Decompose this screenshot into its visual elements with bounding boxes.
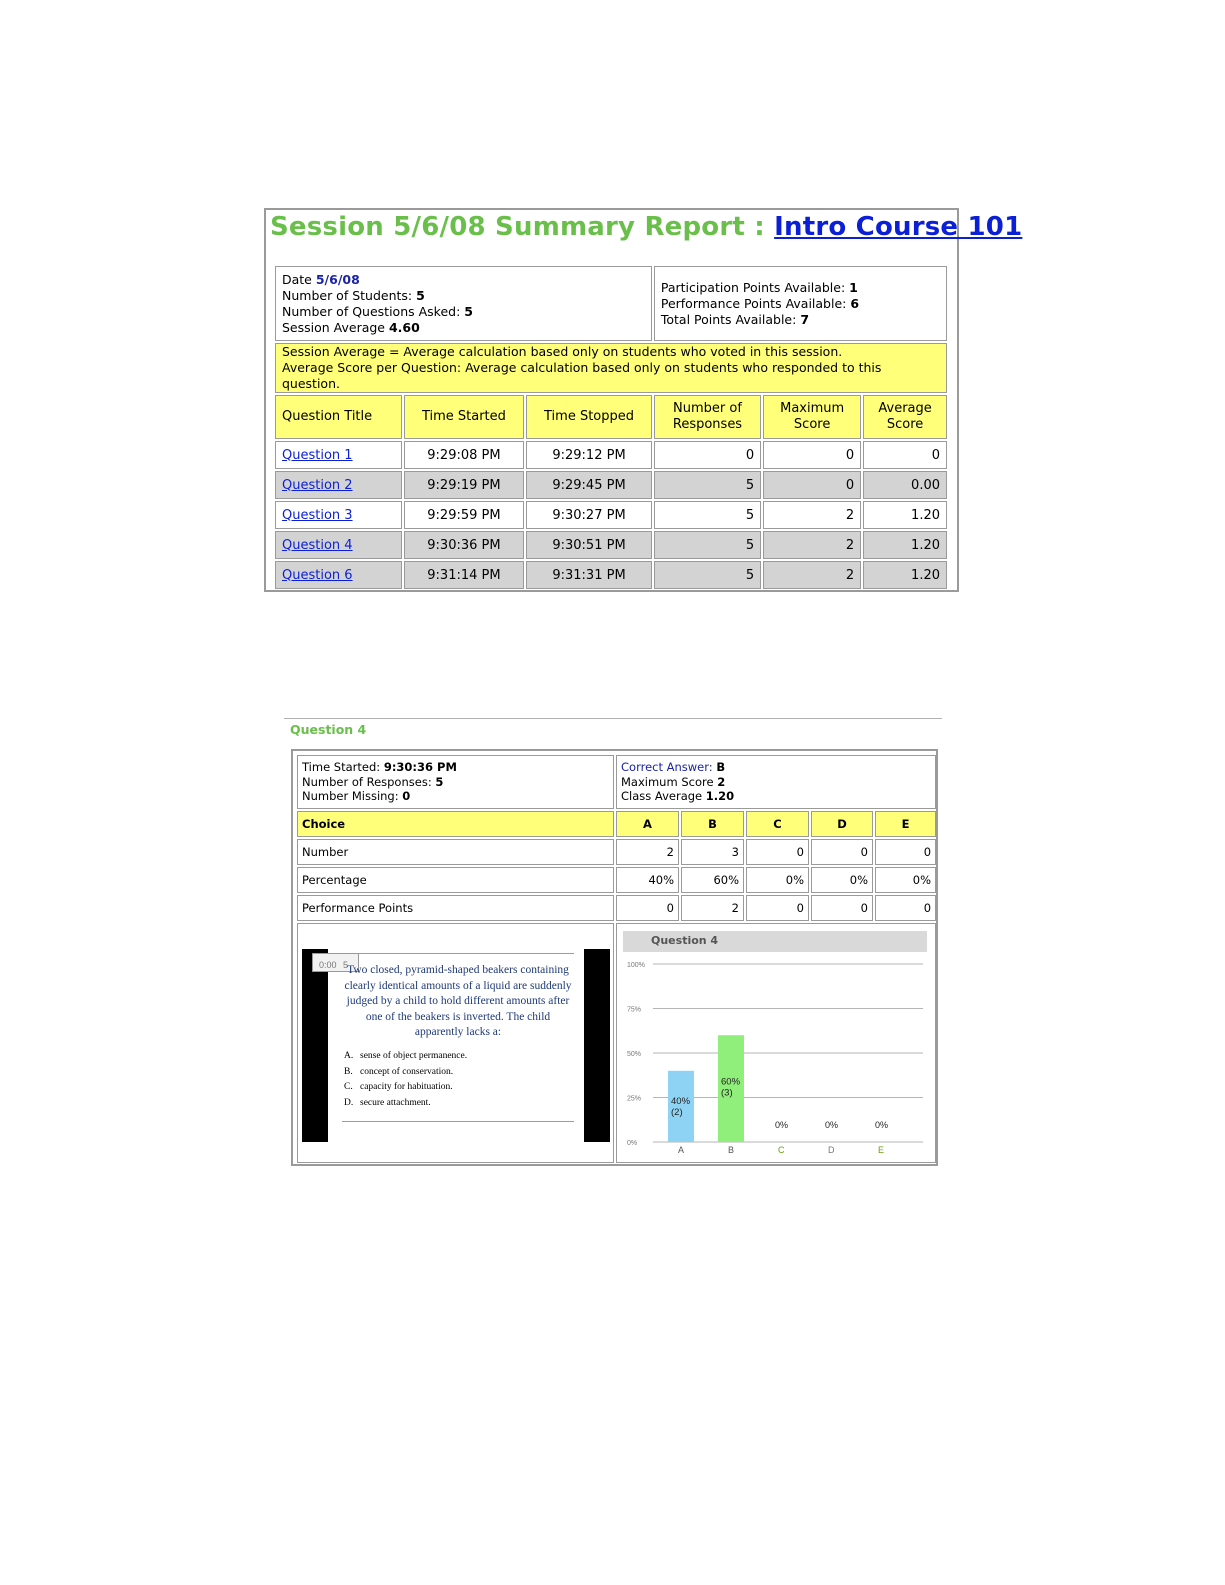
y-tick-label: 75% <box>627 1006 642 1014</box>
question-slide-image <box>302 949 610 1142</box>
percentage-cell: 40% <box>616 867 679 893</box>
performance-value: 6 <box>850 295 860 311</box>
time-started-cell: 9:29:08 PM <box>404 441 525 469</box>
choice-e-header: E <box>875 811 936 837</box>
slide-option <box>344 1065 574 1081</box>
number-row <box>297 839 936 865</box>
option-letter: C. <box>344 1082 353 1092</box>
slide-option <box>344 1080 574 1096</box>
question-title-cell <box>275 441 402 469</box>
points-cell: 0 <box>746 895 809 921</box>
points-cell: 2 <box>681 895 744 921</box>
bar-value-label: 60% <box>721 1076 741 1088</box>
students-value: 5 <box>416 287 425 303</box>
session-info <box>275 266 652 341</box>
correct-answer-value: B <box>716 760 726 775</box>
max-score-cell: 0 <box>763 441 861 469</box>
points-row <box>297 895 936 921</box>
choice-d-header: D <box>811 811 873 837</box>
responses-cell: 5 <box>654 531 761 559</box>
x-tick-label: B <box>728 1145 735 1155</box>
summary-report-panel <box>264 208 1023 592</box>
bar-count-label: (3) <box>721 1087 733 1099</box>
question-link[interactable]: Question 6 <box>282 567 353 583</box>
max-score-cell: 2 <box>763 531 861 559</box>
questions-value: 5 <box>464 303 473 319</box>
avg-score-cell: 1.20 <box>863 561 947 589</box>
header-time-stopped: Time Stopped <box>526 395 652 439</box>
questions-label: Number of Questions Asked: <box>282 303 465 319</box>
time-stopped-cell: 9:29:45 PM <box>526 471 652 499</box>
missing-value: 0 <box>402 789 411 804</box>
header-maximum-score: Maximum Score <box>763 395 861 439</box>
summary-table <box>273 264 949 591</box>
avg-score-cell: 0.00 <box>863 471 947 499</box>
table-row <box>275 531 947 559</box>
time-started-label: Time Started: <box>302 760 384 775</box>
time-stopped-cell: 9:30:51 PM <box>526 531 652 559</box>
responses-label: Number of Responses: <box>302 774 436 789</box>
time-stopped-cell: 9:30:27 PM <box>526 501 652 529</box>
responses-cell: 5 <box>654 501 761 529</box>
table-row <box>275 561 947 589</box>
time-stopped-cell: 9:29:12 PM <box>526 441 652 469</box>
slide-timer-count: 5 <box>343 960 349 970</box>
number-label: Number <box>297 839 614 865</box>
slide-letterbox-right <box>584 949 610 1142</box>
option-letter: D. <box>344 1097 354 1108</box>
number-cell: 2 <box>616 839 679 865</box>
question-timing-info <box>297 755 614 809</box>
table-row <box>275 441 947 469</box>
slide-option <box>344 1096 574 1112</box>
question-title-cell <box>275 471 402 499</box>
responses-cell: 5 <box>654 471 761 499</box>
performance-label: Performance Points Available: <box>660 295 851 311</box>
question-link[interactable]: Question 1 <box>282 447 353 463</box>
responses-cell: 5 <box>654 561 761 589</box>
question-link[interactable]: Question 3 <box>282 507 353 523</box>
header-time-started: Time Started <box>404 395 525 439</box>
slide-question-text: Two closed, pyramid-shaped beakers containing clearly identical amounts of a liquid are suddenly judged by a child to hold different amounts after one of the beakers is inverted. The child apparently lacks a: <box>344 964 572 1038</box>
option-letter: A. <box>344 1051 354 1061</box>
avg-score-cell: 1.20 <box>863 501 947 529</box>
choice-header: Choice <box>297 811 614 837</box>
time-started-value: 9:30:36 PM <box>383 760 457 775</box>
max-score-value: 2 <box>717 774 726 789</box>
response-chart <box>621 928 931 1158</box>
session-average-label: Session Average <box>282 319 389 335</box>
performance-points-label: Performance Points <box>297 895 614 921</box>
time-started-cell: 9:31:14 PM <box>404 561 525 589</box>
time-started-cell: 9:29:19 PM <box>404 471 525 499</box>
note-average-score: Average Score per Question: Average calculation based only on students who responded to this question. <box>282 360 882 391</box>
bar-value-label: 0% <box>825 1120 839 1130</box>
header-number-of-responses: Number of Responses <box>654 395 761 439</box>
course-link[interactable]: Intro Course 101 <box>774 212 1023 242</box>
number-cell: 3 <box>681 839 744 865</box>
max-score-cell: 2 <box>763 501 861 529</box>
slide-top-rule <box>342 953 574 954</box>
header-question-title: Question Title <box>275 395 402 439</box>
x-tick-label: E <box>878 1145 885 1155</box>
time-started-cell: 9:30:36 PM <box>404 531 525 559</box>
table-row <box>275 501 947 529</box>
max-score-label: Maximum Score <box>621 774 718 789</box>
option-letter: B. <box>344 1066 353 1077</box>
percentage-cell: 0% <box>746 867 809 893</box>
responses-value: 5 <box>435 774 444 789</box>
y-tick-label: 100% <box>627 962 645 969</box>
question-heading: Question 4 <box>290 722 367 737</box>
session-average-value: 4.60 <box>388 319 420 335</box>
definitions-note <box>275 343 947 393</box>
points-cell: 0 <box>811 895 873 921</box>
percentage-cell: 60% <box>681 867 744 893</box>
choice-b-header: B <box>681 811 744 837</box>
question-link[interactable]: Question 2 <box>282 477 353 493</box>
question-title-cell <box>275 561 402 589</box>
choice-a-header: A <box>616 811 679 837</box>
points-cell: 0 <box>616 895 679 921</box>
section-divider <box>284 718 942 719</box>
time-stopped-cell: 9:31:31 PM <box>526 561 652 589</box>
total-points-value: 7 <box>800 311 810 327</box>
slide-bottom-rule <box>342 1121 574 1122</box>
correct-answer-label: Correct Answer: <box>621 760 717 775</box>
max-score-cell: 0 <box>763 471 861 499</box>
max-score-cell: 2 <box>763 561 861 589</box>
points-info <box>654 266 947 341</box>
table-row <box>275 471 947 499</box>
bar-value-label: 0% <box>875 1120 889 1130</box>
number-cell: 0 <box>875 839 936 865</box>
option-text: concept of conservation. <box>360 1066 454 1077</box>
percentage-label: Percentage <box>297 867 614 893</box>
slide-letterbox-left <box>302 949 328 1142</box>
slide-option <box>344 1049 574 1065</box>
date-label: Date <box>282 271 316 287</box>
choice-c-header: C <box>746 811 809 837</box>
participation-label: Participation Points Available: <box>660 279 850 295</box>
question-link[interactable]: Question 4 <box>282 537 353 553</box>
time-started-cell: 9:29:59 PM <box>404 501 525 529</box>
participation-value: 1 <box>849 279 858 295</box>
slide-options <box>344 1049 574 1111</box>
y-tick-label: 50% <box>627 1051 642 1058</box>
question-score-info <box>616 755 936 809</box>
question-detail-panel <box>291 749 938 1166</box>
option-text: secure attachment. <box>360 1097 431 1108</box>
x-tick-label: C <box>778 1145 785 1155</box>
responses-cell: 0 <box>654 441 761 469</box>
bar-value-label: 40% <box>671 1095 691 1107</box>
option-text: sense of object permanence. <box>360 1051 468 1061</box>
chart-plot <box>621 928 931 1158</box>
percentage-cell: 0% <box>811 867 873 893</box>
students-label: Number of Students: <box>282 287 417 303</box>
chart-cell <box>616 923 936 1163</box>
date-value: 5/6/08 <box>315 271 360 287</box>
missing-label: Number Missing: <box>302 789 403 804</box>
number-cell: 0 <box>746 839 809 865</box>
chart-title: Question 4 <box>651 934 719 947</box>
y-tick-label: 0% <box>627 1140 638 1147</box>
question-title-cell <box>275 501 402 529</box>
points-cell: 0 <box>875 895 936 921</box>
slide-timer-value: 0:00 <box>319 960 337 970</box>
slide-cell <box>297 923 614 1163</box>
option-text: capacity for habituation. <box>360 1082 453 1092</box>
avg-score-cell: 0 <box>863 441 947 469</box>
class-average-label: Class Average <box>621 789 706 804</box>
note-session-average: Session Average = Average calculation based only on students who voted in this session. <box>282 344 843 359</box>
report-title-text: Session 5/6/08 Summary Report : <box>270 212 775 242</box>
percentage-row <box>297 867 936 893</box>
y-tick-label: 25% <box>627 1095 642 1103</box>
bar-count-label: (2) <box>671 1106 683 1118</box>
header-average-score: Average Score <box>863 395 947 439</box>
class-average-value: 1.20 <box>705 789 735 804</box>
report-title <box>270 212 1022 242</box>
x-tick-label: D <box>828 1145 835 1155</box>
number-cell: 0 <box>811 839 873 865</box>
x-tick-label: A <box>678 1145 685 1155</box>
bar-value-label: 0% <box>775 1120 789 1130</box>
question-detail-table <box>295 753 938 1165</box>
avg-score-cell: 1.20 <box>863 531 947 559</box>
total-points-label: Total Points Available: <box>660 311 801 327</box>
percentage-cell: 0% <box>875 867 936 893</box>
question-title-cell <box>275 531 402 559</box>
